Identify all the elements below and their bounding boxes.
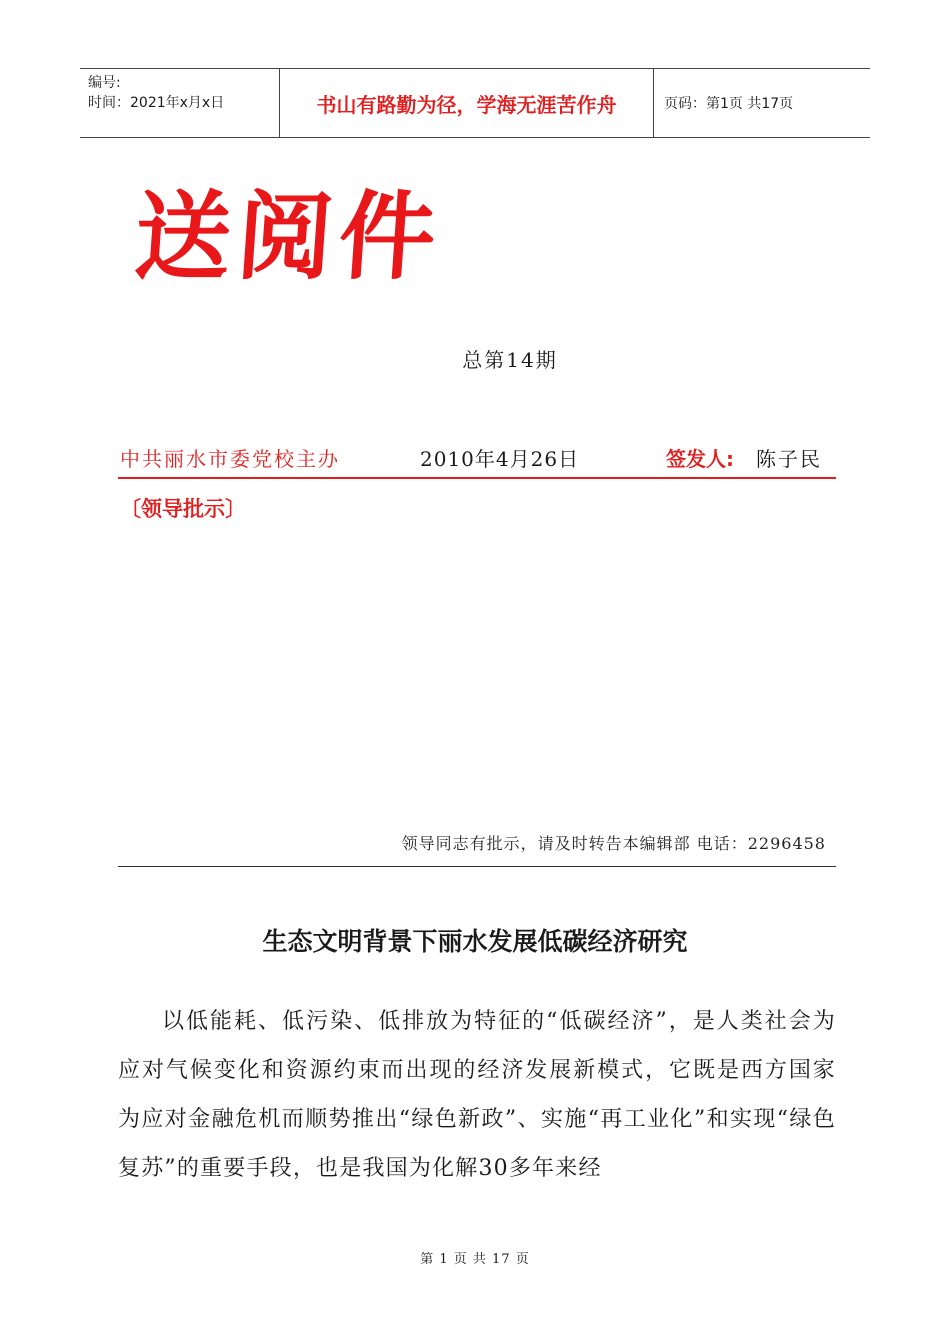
editorial-notice: 领导同志有批示，请及时转告本编辑部 电话：2296458 bbox=[401, 834, 826, 853]
leader-instructions-label: 〔领导批示〕 bbox=[120, 497, 246, 521]
document-time-label: 时间：2021年x月x日 bbox=[88, 95, 225, 111]
article-paragraph: 以低能耗、低污染、低排放为特征的“低碳经济”，是人类社会为应对气候变化和资源约束而出现的经济发展新模式，它既是西方国家为应对金融危机而顺势推出“绿色新政”、实施“再工业化”和实现“绿色复苏”的重要手段，也是我国为化解30多年来经 bbox=[118, 1009, 836, 1181]
masthead-title: 送阅件 bbox=[131, 181, 445, 293]
page-footer: 第 1 页 共 17 页 bbox=[420, 1252, 530, 1267]
document-number-label: 编号: bbox=[88, 75, 121, 91]
header-table bbox=[80, 68, 870, 138]
header-info-cell bbox=[80, 69, 280, 137]
divider bbox=[118, 866, 836, 867]
header-page-label: 页码：第1页 共17页 bbox=[664, 96, 794, 112]
article-title: 生态文明背景下丽水发展低碳经济研究 bbox=[262, 927, 688, 956]
header-motto: 书山有路勤为径，学海无涯苦作舟 bbox=[280, 69, 654, 137]
meta-line bbox=[118, 443, 836, 479]
signer-name: 陈子民 bbox=[756, 447, 822, 471]
issue-number: 总第14期 bbox=[462, 348, 558, 372]
organizer: 中共丽水市委党校主办 bbox=[120, 447, 340, 471]
signer-label: 签发人: bbox=[666, 447, 734, 471]
issue-date: 2010年4月26日 bbox=[420, 447, 580, 471]
